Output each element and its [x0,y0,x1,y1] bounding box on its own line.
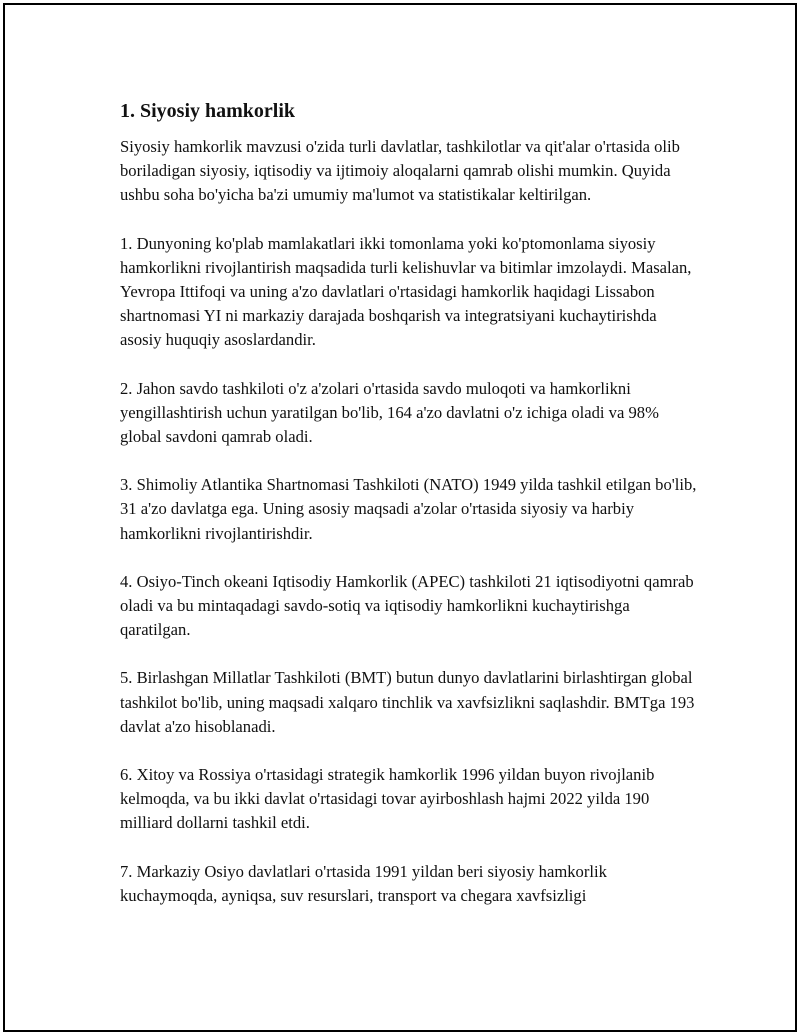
paragraph-item-7: 7. Markaziy Osiyo davlatlari o'rtasida 1991 yildan beri siyosiy hamkorlik kuchaymoqda, ayniqsa, suv resurslari, transport va chegara xavfsizligi [120,861,607,905]
paragraph-item-5: 5. Birlashgan Millatlar Tashkiloti (BMT) butun dunyo davlatlarini birlashtirgan global tashkilot bo'lib, uning maqsadi xalqaro tinchlik va xavfsizlikni saqlashdir. BMTga 193 davlat a'zo hisoblanadi. [120,668,695,736]
paragraph-item-6: 6. Xitoy va Rossiya o'rtasidagi strategik hamkorlik 1996 yildan buyon rivojlanib kelmoqda, va bu ikki davlat o'rtasidagi tovar ayirboshlash hajmi 2022 yilda 190 milliard dollarni tashkil etdi. [120,765,655,833]
paragraph-item-1: 1. Dunyoning ko'plab mamlakatlari ikki tomonlama yoki ko'ptomonlama siyosiy hamkorlikni rivojlantirish maqsadida turli kelishuvlar va bitimlar imzolaydi. Masalan, Yevropa Ittifoqi va uning a'zo davlatlari o'rtasidagi hamkorlik haqidagi Lissabon shartnomasi YI ni markaziy darajada boshqarish va integratsiyani kuchaytirishda asosiy huquqiy asoslardandir. [120,233,692,350]
paragraph-item-3: 3. Shimoliy Atlantika Shartnomasi Tashkiloti (NATO) 1949 yilda tashkil etilgan bo'lib, 31 a'zo davlatga ega. Uning asosiy maqsadi a'zolar o'rtasida siyosiy va harbiy hamkorlikni rivojlantirishdir. [120,475,697,543]
paragraph-item-2: 2. Jahon savdo tashkiloti o'z a'zolari o'rtasida savdo muloqoti va hamkorlikni yengillashtirish uchun yaratilgan bo'lib, 164 a'zo davlatni o'z ichiga oladi va 98% global savdoni qamrab oladi. [120,378,659,447]
document-body [120,98,700,932]
page-frame [3,3,797,1032]
paragraph-item-4: 4. Osiyo-Tinch okeani Iqtisodiy Hamkorlik (APEC) tashkiloti 21 iqtisodiyotni qamrab oladi va bu mintaqadagi savdo-sotiq va iqtisodiy hamkorlikni kuchaytirishga qaratilgan. [120,571,694,640]
intro-paragraph: Siyosiy hamkorlik mavzusi o'zida turli davlatlar, tashkilotlar va qit'alar o'rtasida olib boriladigan siyosiy, iqtisodiy va ijtimoiy aloqalarni qamrab olishi mumkin. Quyida ushbu soha bo'yicha ba'zi umumiy ma'lumot va statistikalar keltirilgan. [120,137,680,205]
section-heading: 1. Siyosiy hamkorlik [120,100,296,122]
